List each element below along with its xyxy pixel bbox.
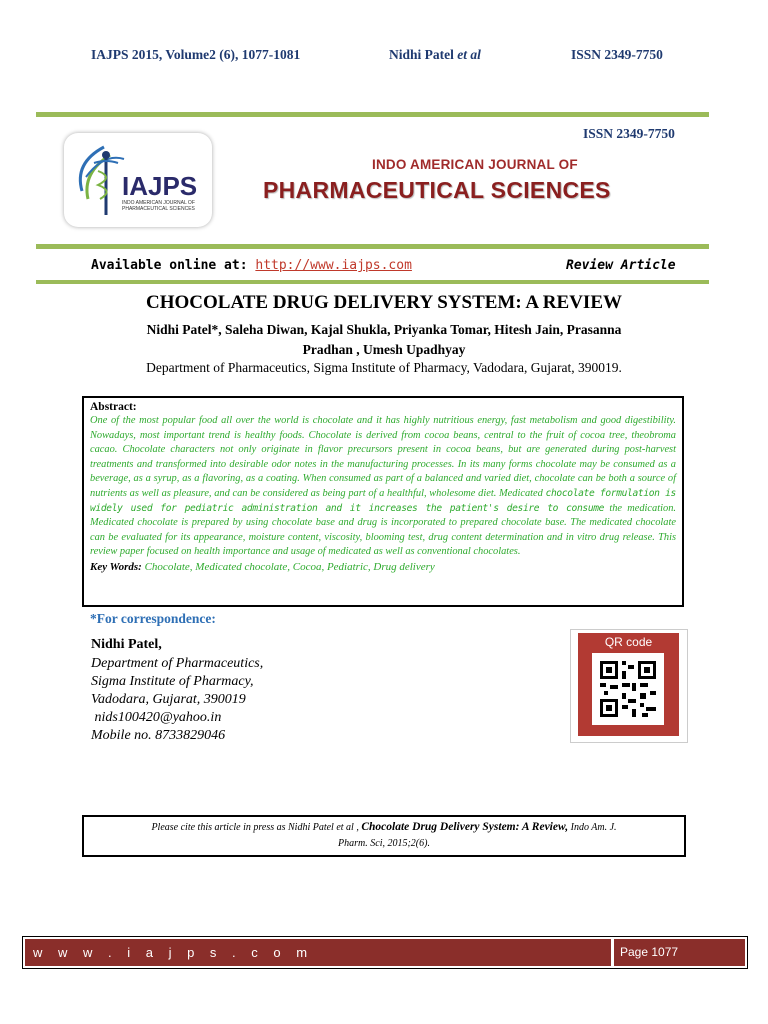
author-line-1: Nidhi Patel*, Saleha Diwan, Kajal Shukla, Priyanka Tomar, Hitesh Jain, Prasanna (146, 322, 622, 337)
availability-rule (36, 280, 709, 284)
cite-title: Chocolate Drug Delivery System: A Review, (361, 821, 569, 833)
abstract-box (82, 396, 684, 607)
journal-logo (64, 133, 212, 227)
cite-prefix: Please cite this article in press as Nidhi Patel et al , (151, 822, 359, 833)
masthead-bottom-rule (36, 244, 709, 249)
abstract-text-part2: chocolate formulation is widely used for pediatric administration and it increases the patient's desire to consume (90, 487, 676, 514)
address-line-1: Department of Pharmaceutics, (91, 656, 264, 671)
correspondence-name: Nidhi Patel, (91, 637, 162, 652)
author-line-2: Pradhan , Umesh Upadhyay (302, 342, 466, 357)
logo-caption-1: INDO AMERICAN JOURNAL OF (122, 200, 195, 206)
qr-code-icon[interactable] (592, 653, 664, 725)
address-line-2: Sigma Institute of Pharmacy, (91, 674, 254, 689)
running-header-citation: IAJPS 2015, Volume2 (6), 1077-1081 (91, 47, 301, 62)
caduceus-logo-icon (64, 133, 212, 227)
header-author-name: Nidhi Patel (389, 47, 454, 62)
logo-text: IAJPS (122, 171, 198, 201)
footer-website: w w w . i a j p s . c o m (25, 939, 611, 966)
article-type: Review Article (566, 258, 676, 273)
journal-name-sub: INDO AMERICAN JOURNAL OF (372, 157, 578, 172)
keywords-label: Key Words: (90, 560, 142, 573)
correspondence-address (91, 655, 263, 745)
page-footer (22, 936, 748, 969)
journal-url-link[interactable]: http://www.iajps.com (255, 258, 412, 273)
masthead-top-rule (36, 112, 709, 117)
correspondence-label: *For correspondence: (90, 611, 216, 626)
abstract-text-part3: the medication. Medicated chocolate is prepared by using chocolate base and drug is incorporated to prepared chocolate base. The medicated chocolate can be evaluated for its appearance, moisture content, viscosity, blooming test, drug content determination and in vitro drug release. This review paper focused on health importance and usage of medicated as well as conventional chocolates. (90, 502, 676, 558)
footer-page-number: Page 1077 (614, 939, 745, 966)
correspondence-email: nids100420@yahoo.in (91, 710, 222, 725)
logo-caption-2: PHARMACEUTICAL SCIENCES (122, 206, 195, 212)
qr-code-panel (570, 629, 688, 743)
author-list (90, 320, 678, 360)
header-et-al: et al (457, 47, 481, 62)
correspondence-mobile: Mobile no. 8733829046 (91, 728, 226, 743)
abstract-label: Abstract: (90, 401, 137, 413)
citation-box (82, 815, 686, 857)
cite-details: Pharm. Sci, 2015;2(6). (338, 838, 430, 849)
address-line-3: Vadodara, Gujarat, 390019 (91, 692, 246, 707)
affiliation: Department of Pharmaceutics, Sigma Institute of Pharmacy, Vadodara, Gujarat, 390019. (146, 360, 622, 375)
abstract-text (90, 414, 676, 560)
qr-code-label: QR code (604, 635, 653, 649)
abstract-text-part1: One of the most popular food all over the world is chocolate and it has highly nutritious energy, fast metabolism and good digestibility. Nowadays, most important trend is healthy foods. Chocolate is derived from cocoa beans, central to the fruit of cocoa tree, theobroma cacao. Chocolate characters not only originate in flavor precursors present in cocoa beans, but are generated during post-harvest treatments and transformed into desirable odor notes in the manufacturing processes. In its many forms chocolate may be consumed as a beverage, as a syrup, as a flavoring, as a coating. When consumed as part of a balanced and varied diet, chocolate can be both a source of nutrients as well as pleasure, and can be considered as being part of a healthful, wholesome diet. Medicated (90, 415, 676, 499)
availability-label: Available online at: (91, 258, 248, 273)
masthead-issn: ISSN 2349-7750 (583, 126, 675, 141)
qr-code-background (578, 633, 679, 736)
running-header-issn: ISSN 2349-7750 (571, 47, 663, 62)
availability-line (91, 258, 412, 273)
article-title: CHOCOLATE DRUG DELIVERY SYSTEM: A REVIEW (146, 292, 622, 313)
running-header-author (389, 47, 481, 63)
cite-journal: Indo Am. J. (570, 822, 617, 833)
journal-name-main: PHARMACEUTICAL SCIENCES (263, 177, 611, 203)
keywords-list: Chocolate, Medicated chocolate, Cocoa, Pediatric, Drug delivery (144, 560, 435, 573)
keywords (90, 560, 676, 574)
